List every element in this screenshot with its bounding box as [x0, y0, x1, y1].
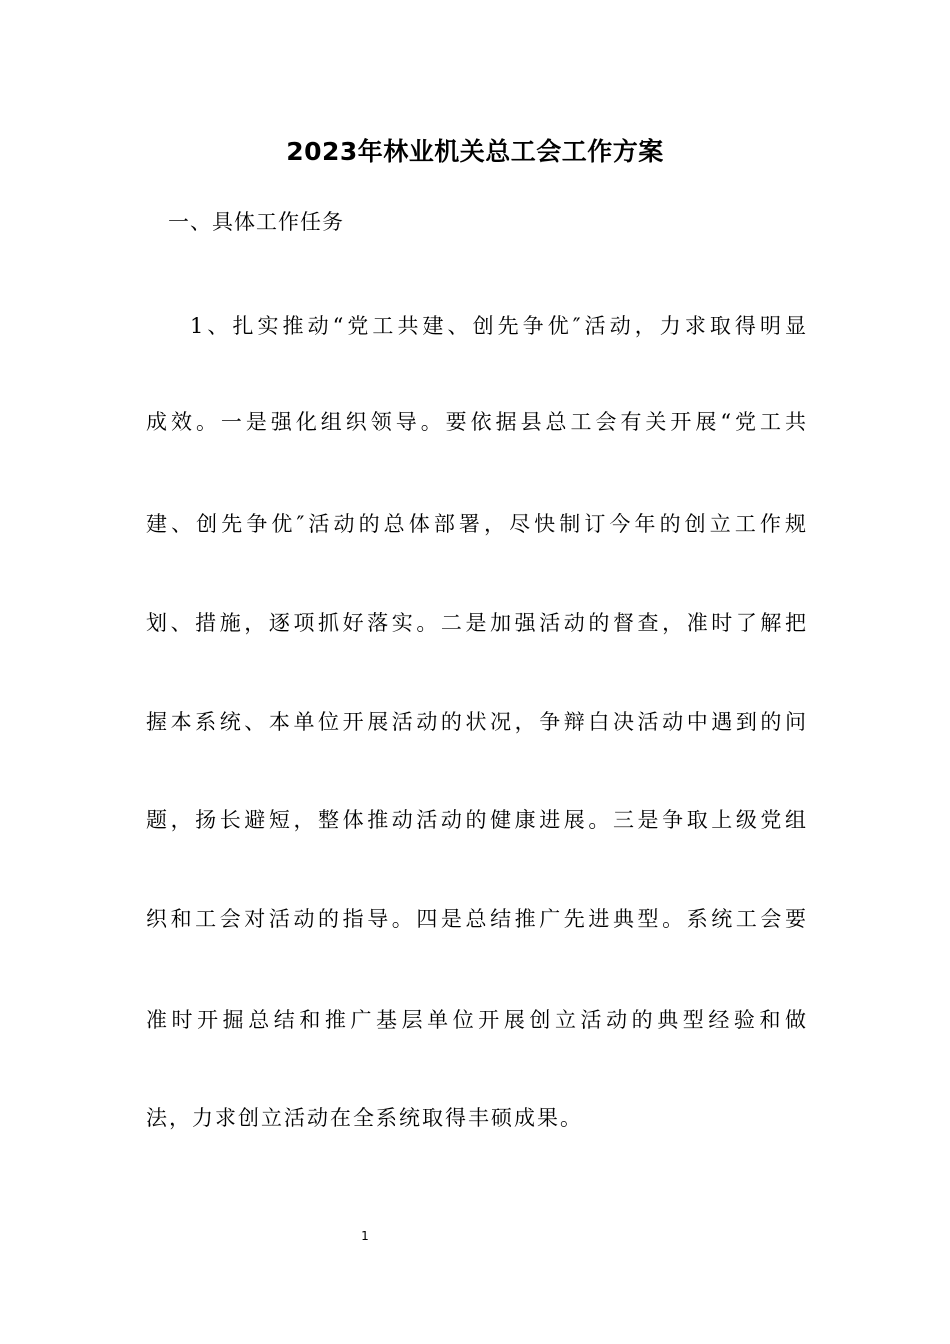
section-heading: 一、具体工作任务 [168, 210, 344, 234]
paragraph-line: 法，力求创立活动在全系统取得丰硕成果。 [146, 1106, 583, 1130]
paragraph-line: 织和工会对活动的指导。四是总结推广先进典型。系统工会要 [146, 907, 806, 931]
paragraph-line: 划、措施，逐项抓好落实。二是加强活动的督查，准时了解把 [146, 611, 806, 635]
paragraph-line: 建、创先争优″活动的总体部署，尽快制订今年的创立工作规 [146, 512, 806, 536]
paragraph-line: 握本系统、本单位开展活动的状况，争辩白决活动中遇到的问 [146, 710, 806, 734]
document-title: 2023年林业机关总工会工作方案 [286, 137, 664, 166]
paragraph-line: 1、扎实推动“党工共建、创先争优″活动，力求取得明显 [190, 314, 806, 338]
paragraph-line: 题，扬长避短，整体推动活动的健康进展。三是争取上级党组 [146, 808, 806, 832]
paragraph-line: 准时开掘总结和推广基层单位开展创立活动的典型经验和做 [146, 1008, 806, 1032]
paragraph-line: 成效。一是强化组织领导。要依据县总工会有关开展“党工共 [146, 410, 806, 434]
page-number: 1 [361, 1229, 369, 1243]
